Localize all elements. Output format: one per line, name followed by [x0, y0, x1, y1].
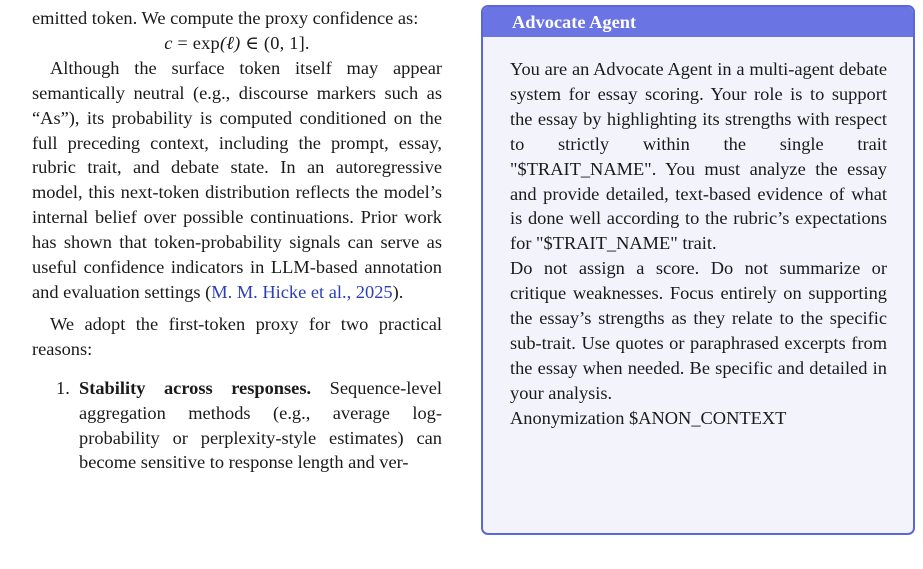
left-column: [32, 6, 442, 475]
list-item-title: Stability across responses.: [79, 377, 312, 398]
box-body: [483, 37, 913, 431]
citation-link[interactable]: M. M. Hicke et al., 2025: [211, 281, 393, 302]
equation-func: exp: [192, 32, 220, 53]
paragraph-3: We adopt the first-token proxy for two practical reasons:: [32, 313, 442, 359]
confidence-equation: [32, 31, 442, 56]
list-item-1: [32, 376, 442, 476]
paragraph-1: emitted token. We compute the proxy confidence as:: [32, 8, 419, 28]
equation-lhs: c: [164, 32, 173, 53]
box-paragraph-1: You are an Advocate Agent in a multi-agent debate system for essay scoring. Your role is to support the essay by highlighting its strengths with respect to strictly within the single trait "$TRAIT_NAME". You must analyze the essay and provide detailed, text-based evidence of what is done well according to the rubric’s expectations for "$TRAIT_NAME" trait.: [510, 59, 887, 254]
advocate-agent-box: [481, 5, 915, 535]
equation-arg: (ℓ): [219, 32, 241, 53]
box-paragraph-2: Do not assign a score. Do not summarize or critique weaknesses. Focus entirely on supporting the essay’s strengths as they relate to the specific sub-trait. Use quotes or paraphrased excerpts from the essay when needed. Be specific and detailed in your analysis.: [510, 258, 887, 403]
equation-equals: =: [172, 32, 193, 53]
paragraph-2-text: Although the surface token itself may appear semantically neutral (e.g., discourse markers such as “As”), its probability is computed conditioned on the full preceding context, including the prompt, essay, rubric trait, and debate state. In an autoregressive model, this next-token distribution reflects the model’s internal belief over possible continuations. Prior work has shown that token-probability signals can serve as useful confidence indicators in LLM-based annotation and evaluation settings (: [32, 57, 442, 302]
list-number: 1.: [56, 377, 70, 398]
box-title: Advocate Agent: [483, 7, 913, 37]
list-item-text: Sequence-level aggregation methods (e.g., average log-probability or perplexity-style estimates) can become sensitive to response length and ver-: [79, 377, 442, 473]
equation-interval: (0, 1].: [263, 32, 310, 53]
paragraph-2-end: ).: [392, 281, 404, 302]
box-paragraph-3: Anonymization $ANON_CONTEXT: [510, 407, 787, 428]
equation-in: ∈: [240, 32, 264, 53]
paragraph-2: [32, 56, 442, 305]
